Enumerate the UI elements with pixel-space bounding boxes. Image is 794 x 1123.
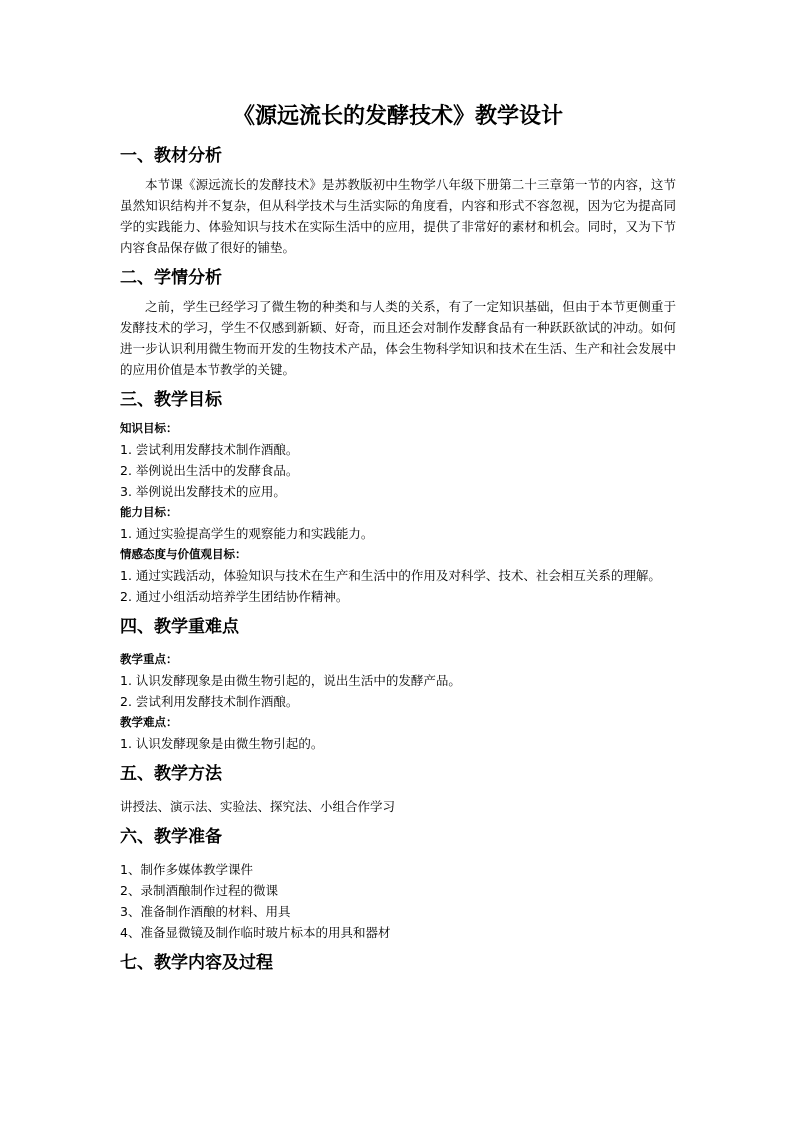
document-page xyxy=(120,96,676,981)
section-heading-key-difficult-points: 四、教学重难点 xyxy=(120,617,239,637)
knowledge-objectives-label: 知识目标： xyxy=(120,421,178,435)
section-heading-content-and-process: 七、教学内容及过程 xyxy=(120,953,273,973)
key-point-item: 2. 尝试利用发酵技术制作酒酿。 xyxy=(120,694,299,709)
key-points-label: 教学重点： xyxy=(120,652,178,666)
teaching-methods-text: 讲授法、演示法、实验法、探究法、小组合作学习 xyxy=(120,799,396,814)
section-heading-teaching-objectives: 三、教学目标 xyxy=(120,390,222,410)
preparation-item: 1、制作多媒体教学课件 xyxy=(120,862,253,877)
textbook-analysis-paragraph: 本节课《源远流长的发酵技术》是苏教版初中生物学八年级下册第二十三章第一节的内容，这节虽然知识结构并不复杂，但从科学技术与生活实际的角度看，内容和形式不容忽视，因为它为提高同学的实践能力、体验知识与技术在实际生活中的应用，提供了非常好的素材和机会。同时，又为下节内容食品保存做了很好的铺垫。 xyxy=(120,177,676,255)
difficult-point-item: 1. 认识发酵现象是由微生物引起的。 xyxy=(120,736,324,751)
section-heading-textbook-analysis: 一、教材分析 xyxy=(120,146,222,166)
ability-objective-item: 1. 通过实验提高学生的观察能力和实践能力。 xyxy=(120,526,374,541)
document-title: 《源远流长的发酵技术》教学设计 xyxy=(232,103,563,129)
knowledge-objective-item: 1. 尝试利用发酵技术制作酒酿。 xyxy=(120,442,299,457)
preparation-item: 3、准备制作酒酿的材料、用具 xyxy=(120,904,291,919)
preparation-item: 4、准备显微镜及制作临时玻片标本的用具和器材 xyxy=(120,925,391,940)
section-heading-student-analysis: 二、学情分析 xyxy=(120,268,222,288)
student-analysis-paragraph: 之前，学生已经学习了微生物的种类和与人类的关系，有了一定知识基础，但由于本节更侧重于发酵技术的学习，学生不仅感到新颖、好奇，而且还会对制作发酵食品有一种跃跃欲试的冲动。如何进一步认识利用微生物而开发的生物技术产品，体会生物科学知识和技术在生活、生产和社会发展中的应用价值是本节教学的关键。 xyxy=(120,299,676,377)
emotion-objective-item: 1. 通过实践活动，体验知识与技术在生产和生活中的作用及对科学、技术、社会相互关系的理解。 xyxy=(120,568,661,583)
emotion-objective-item: 2. 通过小组活动培养学生团结协作精神。 xyxy=(120,589,349,604)
emotion-objectives-label: 情感态度与价值观目标： xyxy=(120,547,247,561)
difficult-points-label: 教学难点： xyxy=(120,715,178,729)
section-heading-teaching-preparation: 六、教学准备 xyxy=(120,827,222,847)
knowledge-objective-item: 2. 举例说出生活中的发酵食品。 xyxy=(120,463,299,478)
key-point-item: 1. 认识发酵现象是由微生物引起的，说出生活中的发酵产品。 xyxy=(120,673,461,688)
preparation-item: 2、录制酒酿制作过程的微课 xyxy=(120,883,278,898)
ability-objectives-label: 能力目标： xyxy=(120,505,178,519)
knowledge-objective-item: 3. 举例说出发酵技术的应用。 xyxy=(120,484,286,499)
section-heading-teaching-methods: 五、教学方法 xyxy=(120,764,222,784)
